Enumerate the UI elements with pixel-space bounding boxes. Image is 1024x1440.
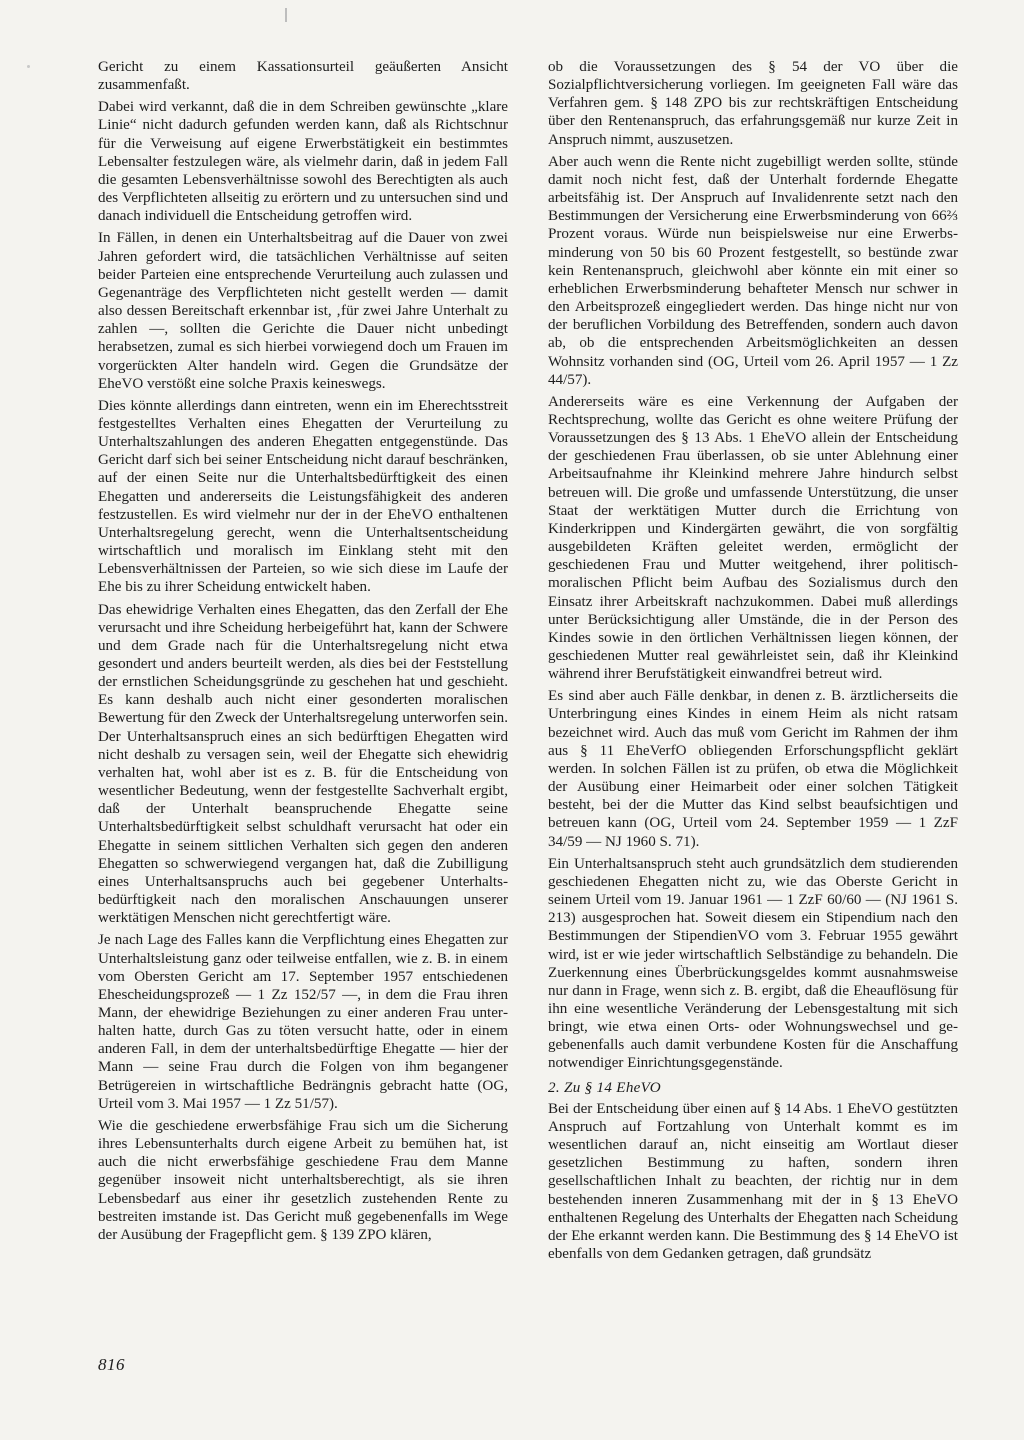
paragraph: Es sind aber auch Fälle denkbar, in denen z. B. ärztlicherseits die Unterbringung eines Kindes in einem Heim als nicht ratsam bezeichnet wird. Auch das muß vom Gericht im Rahmen der ihm aus § 11 EheVerfO obliegenden Erforschungspflicht geklärt werden. In solchen Fällen ist zu prüfen, ob etwa die Möglichkeit der Ausübung einer Heimarbeit oder einer solchen Tätigkeit besteht, bei der die Mutter das Kind selbst beaufsichtigen und betreuen kann (OG, Urteil vom 24. September 1959 — 1 ZzF 34/59 — NJ 1960 S. 71). bbox=[548, 688, 958, 850]
paragraph: Aber auch wenn die Rente nicht zugebilligt werden sollte, stünde damit noch nicht fest, daß der Unterhalt fordernde Ehegatte arbeitsfähig ist. Der Anspruch auf Invalidenrente setzt nach den Bestimmungen der Versicherung eine Erwerbsminderung von 66⅔ Prozent voraus. Würde nun beispielsweise nur eine Erwerbsminderung von 50 bis 60 Prozent festgestellt, so bestünde zwar kein Rentenanspruch, gleichwohl aber könnte ein mit einer so erheblichen Erwerbsminderung behafteter Mensch nur schwer in den Arbeitsprozeß eingegliedert werden. Das hinge nicht nur von der beruflichen Vorbildung des Betreffenden, sondern auch davon ab, ob die entsprechenden Arbeitsmöglichkeiten an dessen Wohnsitz vorhanden sind (OG, Urteil vom 26. April 1957 — 1 Zz 44/57). bbox=[548, 153, 958, 388]
paragraph: ob die Voraussetzungen des § 54 der VO über die Sozialpflichtversicherung vorliegen. Im geeigneten Fall wäre das Verfahren gem. § 148 ZPO bis zur rechtskräftigen Entscheidung über den Rentenanspruch, das erfahrungsgemäß nur kurze Zeit in Anspruch nimmt, auszusetzen. bbox=[548, 59, 958, 148]
paragraph: Andererseits wäre es eine Verkennung der Aufgaben der Rechtsprechung, wollte das Gericht es ohne weitere Prüfung der Voraussetzungen des § 13 Abs. 1 EheVO allein der Entscheidung der geschiedenen Frau überlassen, ob sie unter Ablehnung einer Arbeitsaufnahme ihr Kleinkind mehrere Jahre hindurch selbst betreuen will. Die große und umfassende Unterstützung, die unser Staat der werktätigen Mutter durch die Errichtung von Kinderkrippen und Kindergärten gewährt, die von sorgfältig ausgebildeten Kräften geleitet werden, ermöglicht der geschiedenen Frau und Mutter weitgehend, ihrer politisch-moralischen Pflicht beim Aufbau des Sozialismus durch den Einsatz ihrer Arbeitskraft nachzukommen. Dabei muß allerdings unter Berücksichtigung aller Umstände, die in der Person des Kindes sowie in den örtlichen Verhältnissen liegen können, der geschiedenen Mutter real gewährleistet sein, daß ihr Kleinkind während ihrer Berufstätigkeit einwandfrei betreut wird. bbox=[548, 393, 958, 683]
section-heading: 2. Zu § 14 EheVO bbox=[548, 1079, 661, 1096]
paragraph: Wie die geschiedene erwerbsfähige Frau sich um die Sicherung ihres Lebensunterhalts durch eigene Arbeit zu bemühen hat, ist auch die nicht erwerbsfähige geschiedene Frau dem Manne gegenüber insoweit nicht unterhaltsberechtigt, als sie ihren Lebensbedarf aus einer ihr gesetzlich zustehenden Rente zu bestreiten imstande ist. Das Gericht muß gegebenenfalls im Wege der Ausübung der Fragepflicht gem. § 139 ZPO klären, bbox=[98, 1117, 508, 1243]
paragraph: Bei der Entscheidung über einen auf § 14 Abs. 1 EheVO gestützten Anspruch auf Fortzahlung von Unterhalt kommt es im wesentlichen darauf an, nicht einseitig am Wortlaut dieser gesetzlichen Bestimmung zu haften, sondern ihren gesellschaftlichen Inhalt zu beachten, der richtig nur in dem bestehenden inneren Zusammenhang mit der in § 13 EheVO enthaltenen Regelung des Unterhalts der Ehegatten nach Scheidung der Ehe erkannt werden kann. Die Bestimmung des § 14 EheVO ist ebenfalls von dem Gedanken getragen, daß grundsätz bbox=[548, 1100, 958, 1262]
left-column bbox=[98, 58, 508, 1248]
paragraph: In Fällen, in denen ein Unterhaltsbeitrag auf die Dauer von zwei Jahren gefordert wird, die tatsächlichen Verhältnisse auf seiten beider Parteien eine entsprechende Verurteilung auch zulassen und Gegenanträge des Verpflichteten nicht gestellt werden — damit also dessen Bereitschaft erkennbar ist, ‚für zwei Jahre Unterhalt zu zahlen —, sollten die Gerichte die Dauer nicht unbedingt herabsetzen, zumal es sich hierbei vorwiegend doch um Frauen im vorgerückten Alter handeln wird. Gegen die Grundsätze der EheVO verstößt eine solche Praxis keineswegs. bbox=[98, 230, 508, 392]
paragraph: Dabei wird verkannt, daß die in dem Schreiben gewünschte „klare Linie“ nicht dadurch gefunden werden kann, daß als Richtschnur für die Verweisung auf eigene Erwerbstätigkeit ein bestimmtes Lebensalter festzulegen wäre, als vielmehr darin, daß in jedem Fall die gesamten Lebensverhältnisse sowohl des Berechtigten als auch des Verpflichteten allseitig zu erörtern und zu untersuchen sind und danach individuell die Entscheidung getroffen wird. bbox=[98, 99, 508, 225]
scan-dust bbox=[27, 65, 30, 68]
paragraph: Je nach Lage des Falles kann die Verpflichtung eines Ehegatten zur Unterhaltsleistung ganz oder teilweise entfallen, wie z. B. in einem vom Obersten Gericht am 17. September 1957 entschiedenen Ehescheidungsprozeß — 1 Zz 152/57 —, in dem die Frau ihren Mann, der ehewidrige Beziehungen zu einer anderen Frau unterhalten hatte, durch Gas zu töten versucht hatte, oder in einem anderen Fall, in dem der unterhaltsbedürftige Ehegatte — hier der Mann — seine Frau durch die Folgen von ihm begangener Betrügereien in wirtschaftliche Bedrängnis gebracht hatte (OG, Urteil vom 3. Mai 1957 — 1 Zz 51/57). bbox=[98, 932, 508, 1112]
scan-mark bbox=[285, 8, 287, 22]
paragraph: Gericht zu einem Kassationsurteil geäußerten Ansicht zusammenfaßt. bbox=[98, 59, 508, 94]
page-number: 816 bbox=[98, 1355, 125, 1374]
paragraph: Ein Unterhaltsanspruch steht auch grundsätzlich dem studierenden geschiedenen Ehegatten nicht zu, wie das Oberste Gericht in seinem Urteil vom 19. Januar 1961 — 1 ZzF 60/60 — (NJ 1961 S. 213) ausgesprochen hat. Soweit diesem ein Stipendium nach den Bestimmungen der StipendienVO vom 3. Februar 1955 gewährt wird, ist er wie jeder wirtschaftlich Selbständige zu behandeln. Die Zuerkennung eines Überbrückungsgeldes kommt ausnahmsweise nur dann in Frage, wenn sich z. B. ergibt, daß die Eheauflösung für ihn eine wesentliche Veränderung der Lebensgestaltung mit sich bringt, wie etwa einen Orts- oder Wohnungswechsel und gegebenenfalls auch damit verbundene Kosten für die Anschaffung notwendiger Einrichtungsgegenstände. bbox=[548, 855, 958, 1072]
paragraph: Dies könnte allerdings dann eintreten, wenn ein im Eherechtsstreit festgestelltes Verhalten eines Ehegatten der Verurteilung zu Unterhaltszahlungen des anderen Ehegatten entgegenstünde. Das Gericht darf sich bei seiner Entscheidung nicht darauf beschränken, auf der einen Seite nur die Unterhaltsbedürftigkeit des einen Ehegatten und andererseits die Leistungsfähigkeit des anderen festzustellen. Es wird vielmehr nur der in der EheVO enthaltenen Unterhaltsregelung gerecht, wenn die Unterhaltsentscheidung wirtschaftlich und moralisch im Einklang steht mit den Lebensverhältnissen der Parteien, so wie sich diese im Laufe der Ehe bis zu ihrer Scheidung entwickelt haben. bbox=[98, 397, 508, 596]
paragraph: Das ehewidrige Verhalten eines Ehegatten, das den Zerfall der Ehe verursacht und ihre Scheidung herbeigeführt hat, kann der Schwere und dem Grade nach für die Unterhaltsregelung nicht etwa gesondert und anders beurteilt werden, als dies bei der Feststellung der ernstlichen Scheidungsgründe zu geschehen hat und geschieht. Es kann deshalb auch nicht einer gesonderten moralischen Bewertung für den Zweck der Unterhaltsregelung unterworfen sein. Der Unterhaltsanspruch eines an sich bedürftigen Ehegatten wird nicht deshalb zu versagen sein, weil der Ehegatte sich ehewidrig verhalten hat, wohl aber ist es z. B. für die Entscheidung von wesentlicher Bedeutung, wenn der festgestellte Sachverhalt ergibt, daß der Unterhalt beanspruchende Ehegatte seine Unterhaltsbedürftigkeit selbst schuldhaft verursacht hat oder ein Ehegatte in seinem sittlichen Verhalten sich gegen den anderen Ehegatten so schwerwiegend vergangen hat, daß die Zubilligung eines Unterhaltsanspruchs auch bei gegebener Unterhaltsbedürftigkeit nach den moralischen Anschauungen unserer werktätigen Menschen nicht gerechtfertigt wäre. bbox=[98, 601, 508, 927]
right-column bbox=[548, 58, 958, 1267]
